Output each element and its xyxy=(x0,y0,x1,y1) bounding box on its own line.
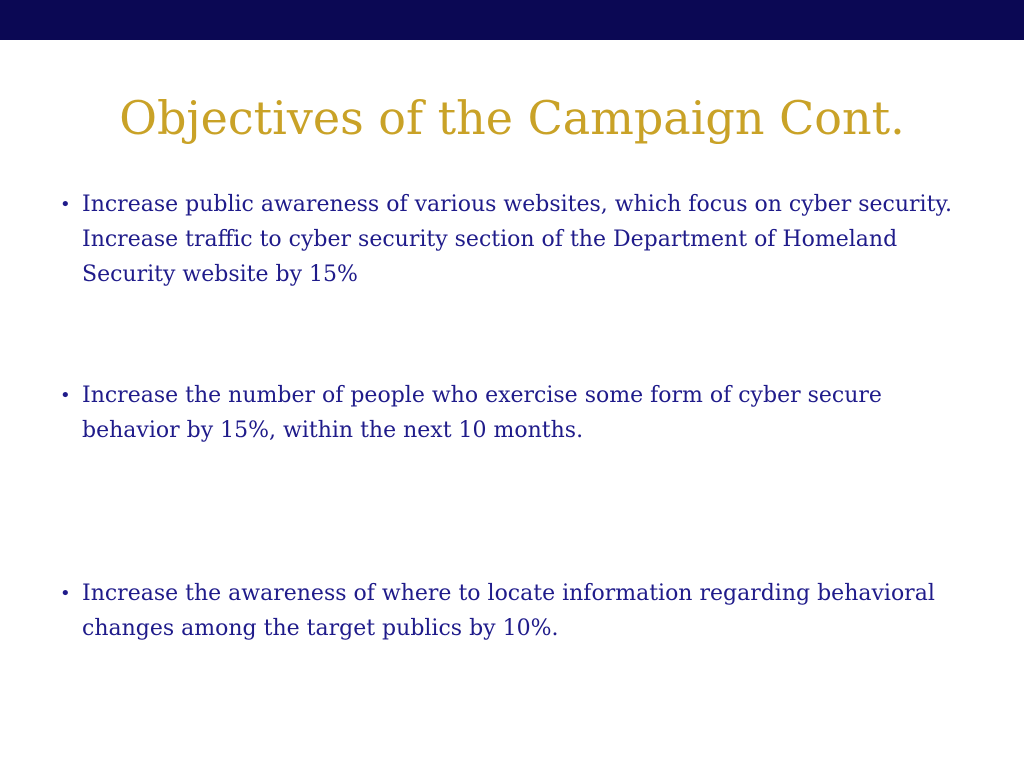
bullet-text: Increase the awareness of where to locate information regarding behavioral changes among the target publics by 10%. xyxy=(82,581,935,641)
bullet-text: Increase the number of people who exercise some form of cyber secure behavior by 15%, within the next 10 months. xyxy=(82,383,882,443)
top-banner-bar xyxy=(0,0,1024,40)
bullet-text: Increase public awareness of various websites, which focus on cyber security. Increase traffic to cyber security section of the Department of Homeland Security website by 15% xyxy=(82,192,952,287)
bullet-item xyxy=(60,187,980,292)
bullet-item xyxy=(60,576,980,646)
bullet-icon: • xyxy=(60,194,71,215)
bullet-icon: • xyxy=(60,583,71,604)
bullet-icon: • xyxy=(60,385,71,406)
slide-title: Objectives of the Campaign Cont. xyxy=(119,91,905,145)
bullet-item xyxy=(60,378,980,448)
